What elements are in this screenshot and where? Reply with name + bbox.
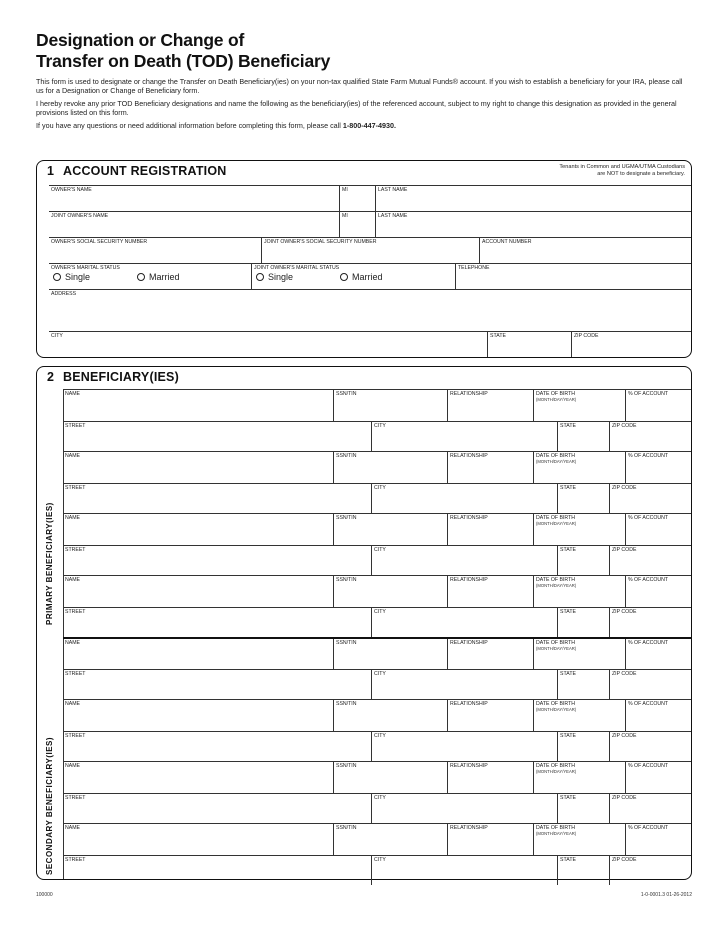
joint-owner-marital-status xyxy=(251,264,455,289)
city-state-zip-row xyxy=(49,331,691,357)
secondary-3-percent-label: % OF ACCOUNT xyxy=(628,763,669,769)
primary-3-relationship-label: RELATIONSHIP xyxy=(450,515,488,521)
secondary-3-street-field[interactable] xyxy=(63,794,371,823)
primary-2-dob-label: DATE OF BIRTH xyxy=(536,453,576,459)
secondary-3-relationship-label: RELATIONSHIP xyxy=(450,763,488,769)
primary-4-dob-label: DATE OF BIRTH xyxy=(536,577,576,583)
secondary-beneficiary-3-row xyxy=(63,761,691,793)
secondary-1-dob-label: DATE OF BIRTH xyxy=(536,640,576,646)
owner-last-name-label: LAST NAME xyxy=(378,187,408,193)
secondary-1-percent-label: % OF ACCOUNT xyxy=(628,640,669,646)
secondary-2-ssn-field[interactable] xyxy=(333,700,447,731)
secondary-3-state-field[interactable] xyxy=(557,794,609,823)
secondary-3-dob-label: DATE OF BIRTH xyxy=(536,763,576,769)
secondary-4-relationship-label: RELATIONSHIP xyxy=(450,825,488,831)
primary-3-city-field[interactable] xyxy=(371,546,557,575)
primary-1-street-field[interactable] xyxy=(63,422,371,451)
primary-1-ssn-field[interactable] xyxy=(333,390,447,421)
primary-4-city-label: CITY xyxy=(374,609,386,615)
secondary-2-state-field[interactable] xyxy=(557,732,609,761)
secondary-2-name-field[interactable] xyxy=(63,700,333,731)
telephone-field[interactable] xyxy=(455,264,691,289)
primary-4-dob-format-label: (MONTH/DAY/YEAR) xyxy=(536,583,577,588)
primary-beneficiaries-label: PRIMARY BENEFICIARY(IES) xyxy=(45,502,54,625)
secondary-1-name-label: NAME xyxy=(65,640,80,646)
owner-marital-label: OWNER'S MARITAL STATUS xyxy=(51,265,120,271)
primary-4-percent-field[interactable] xyxy=(625,576,691,607)
joint-married-label: Married xyxy=(352,272,383,282)
joint-owner-mi-label: MI xyxy=(342,213,348,219)
secondary-4-state-field[interactable] xyxy=(557,856,609,885)
secondary-beneficiary-1-row xyxy=(63,637,691,669)
owner-mi-field[interactable] xyxy=(339,186,375,211)
ssn-row xyxy=(49,237,691,263)
secondary-2-relationship-label: RELATIONSHIP xyxy=(450,701,488,707)
secondary-1-city-field[interactable] xyxy=(371,670,557,699)
owner-single-radio[interactable] xyxy=(53,273,61,281)
secondary-1-street-field[interactable] xyxy=(63,670,371,699)
primary-1-dob-format-label: (MONTH/DAY/YEAR) xyxy=(536,397,577,402)
primary-3-city-label: CITY xyxy=(374,547,386,553)
primary-4-ssn-field[interactable] xyxy=(333,576,447,607)
secondary-beneficiary-4-address-row xyxy=(63,855,691,885)
primary-1-relationship-field[interactable] xyxy=(447,390,533,421)
secondary-2-dob-label: DATE OF BIRTH xyxy=(536,701,576,707)
primary-3-dob-field[interactable] xyxy=(533,514,625,545)
joint-marital-label: JOINT OWNER'S MARITAL STATUS xyxy=(254,265,340,271)
primary-2-relationship-field[interactable] xyxy=(447,452,533,483)
contact-text: If you have any questions or need additional information before completing this form, please call xyxy=(36,120,343,130)
primary-1-dob-label: DATE OF BIRTH xyxy=(536,391,576,397)
owner-married-label: Married xyxy=(149,272,180,282)
primary-3-zip-label: ZIP CODE xyxy=(612,547,637,553)
custodian-note xyxy=(559,164,685,178)
secondary-2-city-label: CITY xyxy=(374,733,386,739)
secondary-beneficiary-3-address-row xyxy=(63,793,691,823)
primary-1-ssn-label: SSN/TIN xyxy=(336,391,357,397)
primary-4-zip-label: ZIP CODE xyxy=(612,609,637,615)
primary-3-state-label: STATE xyxy=(560,547,576,553)
secondary-3-city-label: CITY xyxy=(374,795,386,801)
secondary-4-zip-field[interactable] xyxy=(609,856,691,885)
secondary-1-dob-format-label: (MONTH/DAY/YEAR) xyxy=(536,646,577,651)
section-1-number: 1 xyxy=(47,164,54,178)
primary-2-ssn-field[interactable] xyxy=(333,452,447,483)
secondary-1-state-field[interactable] xyxy=(557,670,609,699)
primary-2-zip-field[interactable] xyxy=(609,484,691,513)
secondary-4-percent-label: % OF ACCOUNT xyxy=(628,825,669,831)
primary-3-percent-field[interactable] xyxy=(625,514,691,545)
primary-1-relationship-label: RELATIONSHIP xyxy=(450,391,488,397)
secondary-3-ssn-field[interactable] xyxy=(333,762,447,793)
primary-1-percent-field[interactable] xyxy=(625,390,691,421)
intro-paragraph-2: I hereby revoke any prior TOD Beneficiary designations and name the following as the beneficiary(ies) of the referenced account, subject to my right to change this designation as provided in the general provisions listed on this form. xyxy=(36,98,677,118)
primary-1-state-label: STATE xyxy=(560,423,576,429)
primary-beneficiary-4-address-row xyxy=(63,607,691,637)
state-label: STATE xyxy=(490,333,506,339)
secondary-1-city-label: CITY xyxy=(374,671,386,677)
primary-2-state-field[interactable] xyxy=(557,484,609,513)
form-title xyxy=(36,30,330,72)
address-row xyxy=(49,289,691,331)
secondary-3-percent-field[interactable] xyxy=(625,762,691,793)
primary-beneficiary-2-address-row xyxy=(63,483,691,513)
secondary-2-street-label: STREET xyxy=(65,733,86,739)
owner-mi-label: MI xyxy=(342,187,348,193)
city-label: CITY xyxy=(51,333,63,339)
owner-name-row xyxy=(49,185,691,211)
primary-2-street-field[interactable] xyxy=(63,484,371,513)
primary-2-name-field[interactable] xyxy=(63,452,333,483)
secondary-2-dob-format-label: (MONTH/DAY/YEAR) xyxy=(536,707,577,712)
primary-1-zip-field[interactable] xyxy=(609,422,691,451)
secondary-1-ssn-field[interactable] xyxy=(333,639,447,669)
joint-owner-name-row xyxy=(49,211,691,237)
secondary-2-percent-field[interactable] xyxy=(625,700,691,731)
primary-3-percent-label: % OF ACCOUNT xyxy=(628,515,669,521)
secondary-1-relationship-label: RELATIONSHIP xyxy=(450,640,488,646)
secondary-3-name-field[interactable] xyxy=(63,762,333,793)
primary-3-dob-format-label: (MONTH/DAY/YEAR) xyxy=(536,521,577,526)
primary-1-state-field[interactable] xyxy=(557,422,609,451)
primary-4-ssn-label: SSN/TIN xyxy=(336,577,357,583)
secondary-4-relationship-field[interactable] xyxy=(447,824,533,855)
secondary-4-ssn-label: SSN/TIN xyxy=(336,825,357,831)
zip-label: ZIP CODE xyxy=(574,333,599,339)
secondary-2-state-label: STATE xyxy=(560,733,576,739)
contact-phone: 1-800-447-4930. xyxy=(342,120,397,130)
title-line-2: Transfer on Death (TOD) Beneficiary xyxy=(36,51,331,71)
primary-1-name-label: NAME xyxy=(65,391,80,397)
primary-3-dob-label: DATE OF BIRTH xyxy=(536,515,576,521)
secondary-4-dob-label: DATE OF BIRTH xyxy=(536,825,576,831)
primary-3-zip-field[interactable] xyxy=(609,546,691,575)
account-number-field[interactable] xyxy=(479,238,691,263)
secondary-3-relationship-field[interactable] xyxy=(447,762,533,793)
secondary-1-street-label: STREET xyxy=(65,671,86,677)
beneficiaries-section xyxy=(36,366,692,880)
secondary-1-name-field[interactable] xyxy=(63,639,333,669)
intro-text xyxy=(36,77,691,133)
primary-3-ssn-label: SSN/TIN xyxy=(336,515,357,521)
secondary-3-city-field[interactable] xyxy=(371,794,557,823)
primary-4-city-field[interactable] xyxy=(371,608,557,637)
primary-4-name-label: NAME xyxy=(65,577,80,583)
secondary-4-state-label: STATE xyxy=(560,857,576,863)
secondary-3-dob-format-label: (MONTH/DAY/YEAR) xyxy=(536,769,577,774)
address-field[interactable] xyxy=(49,290,691,331)
secondary-4-city-label: CITY xyxy=(374,857,386,863)
primary-2-state-label: STATE xyxy=(560,485,576,491)
primary-3-street-label: STREET xyxy=(65,547,86,553)
primary-beneficiary-3-row xyxy=(63,513,691,545)
owner-name-field[interactable] xyxy=(49,186,339,211)
joint-owner-mi-field[interactable] xyxy=(339,212,375,237)
primary-3-name-field[interactable] xyxy=(63,514,333,545)
joint-owner-name-field[interactable] xyxy=(49,212,339,237)
secondary-1-dob-field[interactable] xyxy=(533,639,625,669)
secondary-4-zip-label: ZIP CODE xyxy=(612,857,637,863)
owner-marital-status xyxy=(49,264,251,289)
city-field[interactable] xyxy=(49,332,487,357)
primary-2-ssn-label: SSN/TIN xyxy=(336,453,357,459)
primary-4-percent-label: % OF ACCOUNT xyxy=(628,577,669,583)
secondary-beneficiaries-label: SECONDARY BENEFICIARY(IES) xyxy=(45,736,54,875)
secondary-4-street-label: STREET xyxy=(65,857,86,863)
marital-status-row xyxy=(49,263,691,289)
primary-4-street-field[interactable] xyxy=(63,608,371,637)
custodian-note-line-1: Tenants in Common and UGMA/UTMA Custodians xyxy=(559,164,685,170)
primary-4-relationship-field[interactable] xyxy=(447,576,533,607)
primary-1-city-label: CITY xyxy=(374,423,386,429)
joint-owner-name-label: JOINT OWNER'S NAME xyxy=(51,213,109,219)
primary-4-state-label: STATE xyxy=(560,609,576,615)
primary-4-state-field[interactable] xyxy=(557,608,609,637)
owner-last-name-field[interactable] xyxy=(375,186,691,211)
secondary-beneficiary-2-row xyxy=(63,699,691,731)
secondary-4-dob-format-label: (MONTH/DAY/YEAR) xyxy=(536,831,577,836)
section-1-title: ACCOUNT REGISTRATION xyxy=(63,164,227,178)
primary-2-city-field[interactable] xyxy=(371,484,557,513)
primary-beneficiary-1-address-row xyxy=(63,421,691,451)
secondary-4-name-field[interactable] xyxy=(63,824,333,855)
primary-1-dob-field[interactable] xyxy=(533,390,625,421)
secondary-2-city-field[interactable] xyxy=(371,732,557,761)
primary-4-relationship-label: RELATIONSHIP xyxy=(450,577,488,583)
secondary-4-percent-field[interactable] xyxy=(625,824,691,855)
primary-3-street-field[interactable] xyxy=(63,546,371,575)
primary-2-percent-label: % OF ACCOUNT xyxy=(628,453,669,459)
owner-name-label: OWNER'S NAME xyxy=(51,187,92,193)
joint-owner-last-name-field[interactable] xyxy=(375,212,691,237)
secondary-2-zip-label: ZIP CODE xyxy=(612,733,637,739)
joint-single-radio[interactable] xyxy=(256,273,264,281)
secondary-3-zip-label: ZIP CODE xyxy=(612,795,637,801)
primary-2-dob-field[interactable] xyxy=(533,452,625,483)
secondary-4-street-field[interactable] xyxy=(63,856,371,885)
primary-1-percent-label: % OF ACCOUNT xyxy=(628,391,669,397)
primary-3-name-label: NAME xyxy=(65,515,80,521)
primary-1-name-field[interactable] xyxy=(63,390,333,421)
primary-1-zip-label: ZIP CODE xyxy=(612,423,637,429)
secondary-1-percent-field[interactable] xyxy=(625,639,691,669)
owner-single-label: Single xyxy=(65,272,91,282)
account-number-label: ACCOUNT NUMBER xyxy=(482,239,532,245)
secondary-1-state-label: STATE xyxy=(560,671,576,677)
primary-beneficiary-4-row xyxy=(63,575,691,607)
joint-owner-ssn-label: JOINT OWNER'S SOCIAL SECURITY NUMBER xyxy=(264,239,377,245)
owner-ssn-field[interactable] xyxy=(49,238,261,263)
secondary-2-ssn-label: SSN/TIN xyxy=(336,701,357,707)
primary-4-street-label: STREET xyxy=(65,609,86,615)
secondary-4-city-field[interactable] xyxy=(371,856,557,885)
primary-4-name-field[interactable] xyxy=(63,576,333,607)
owner-ssn-label: OWNER'S SOCIAL SECURITY NUMBER xyxy=(51,239,148,245)
joint-single-label: Single xyxy=(268,272,294,282)
primary-2-dob-format-label: (MONTH/DAY/YEAR) xyxy=(536,459,577,464)
secondary-1-zip-label: ZIP CODE xyxy=(612,671,637,677)
primary-2-street-label: STREET xyxy=(65,485,86,491)
secondary-1-relationship-field[interactable] xyxy=(447,639,533,669)
primary-3-ssn-field[interactable] xyxy=(333,514,447,545)
joint-owner-last-name-label: LAST NAME xyxy=(378,213,408,219)
primary-1-street-label: STREET xyxy=(65,423,86,429)
owner-married-radio[interactable] xyxy=(137,273,145,281)
section-2-header xyxy=(37,367,691,389)
section-2-title: BENEFICIARY(IES) xyxy=(63,370,179,384)
primary-4-zip-field[interactable] xyxy=(609,608,691,637)
primary-2-zip-label: ZIP CODE xyxy=(612,485,637,491)
primary-3-relationship-field[interactable] xyxy=(447,514,533,545)
account-registration-section xyxy=(36,160,692,358)
section-1-header xyxy=(37,161,691,183)
secondary-3-state-label: STATE xyxy=(560,795,576,801)
secondary-2-street-field[interactable] xyxy=(63,732,371,761)
secondary-2-zip-field[interactable] xyxy=(609,732,691,761)
form-revision: 1-0-0001.3 01-26-2012 xyxy=(640,892,692,898)
secondary-2-dob-field[interactable] xyxy=(533,700,625,731)
primary-2-city-label: CITY xyxy=(374,485,386,491)
intro-paragraph-1: This form is used to designate or change the Transfer on Death Beneficiary(ies) on your non-tax qualified State Farm Mutual Funds® account. If you wish to establish a beneficiary for your IRA, please call us for a Designation or Change of Beneficiary form. xyxy=(36,77,683,96)
primary-3-state-field[interactable] xyxy=(557,546,609,575)
form-code: 100000 xyxy=(36,892,53,898)
joint-owner-ssn-field[interactable] xyxy=(261,238,479,263)
secondary-1-zip-field[interactable] xyxy=(609,670,691,699)
intro-paragraph-3 xyxy=(36,121,691,130)
primary-2-name-label: NAME xyxy=(65,453,80,459)
custodian-note-line-2: are NOT to designate a beneficiary. xyxy=(597,171,685,177)
primary-beneficiary-3-address-row xyxy=(63,545,691,575)
secondary-beneficiary-2-address-row xyxy=(63,731,691,761)
secondary-4-name-label: NAME xyxy=(65,825,80,831)
primary-4-dob-field[interactable] xyxy=(533,576,625,607)
secondary-4-dob-field[interactable] xyxy=(533,824,625,855)
secondary-2-percent-label: % OF ACCOUNT xyxy=(628,701,669,707)
secondary-beneficiary-4-row xyxy=(63,823,691,855)
zip-field[interactable] xyxy=(571,332,691,357)
state-field[interactable] xyxy=(487,332,571,357)
secondary-4-ssn-field[interactable] xyxy=(333,824,447,855)
telephone-label: TELEPHONE xyxy=(458,265,490,271)
secondary-beneficiary-1-address-row xyxy=(63,669,691,699)
secondary-3-street-label: STREET xyxy=(65,795,86,801)
primary-1-city-field[interactable] xyxy=(371,422,557,451)
secondary-3-dob-field[interactable] xyxy=(533,762,625,793)
joint-married-radio[interactable] xyxy=(340,273,348,281)
primary-2-percent-field[interactable] xyxy=(625,452,691,483)
primary-beneficiary-1-row xyxy=(63,389,691,421)
secondary-1-ssn-label: SSN/TIN xyxy=(336,640,357,646)
secondary-3-zip-field[interactable] xyxy=(609,794,691,823)
section-2-number: 2 xyxy=(47,370,54,384)
address-label: ADDRESS xyxy=(51,291,77,297)
primary-beneficiary-2-row xyxy=(63,451,691,483)
secondary-2-name-label: NAME xyxy=(65,701,80,707)
secondary-3-name-label: NAME xyxy=(65,763,80,769)
title-line-1: Designation or Change of xyxy=(36,30,245,50)
primary-2-relationship-label: RELATIONSHIP xyxy=(450,453,488,459)
secondary-2-relationship-field[interactable] xyxy=(447,700,533,731)
secondary-3-ssn-label: SSN/TIN xyxy=(336,763,357,769)
